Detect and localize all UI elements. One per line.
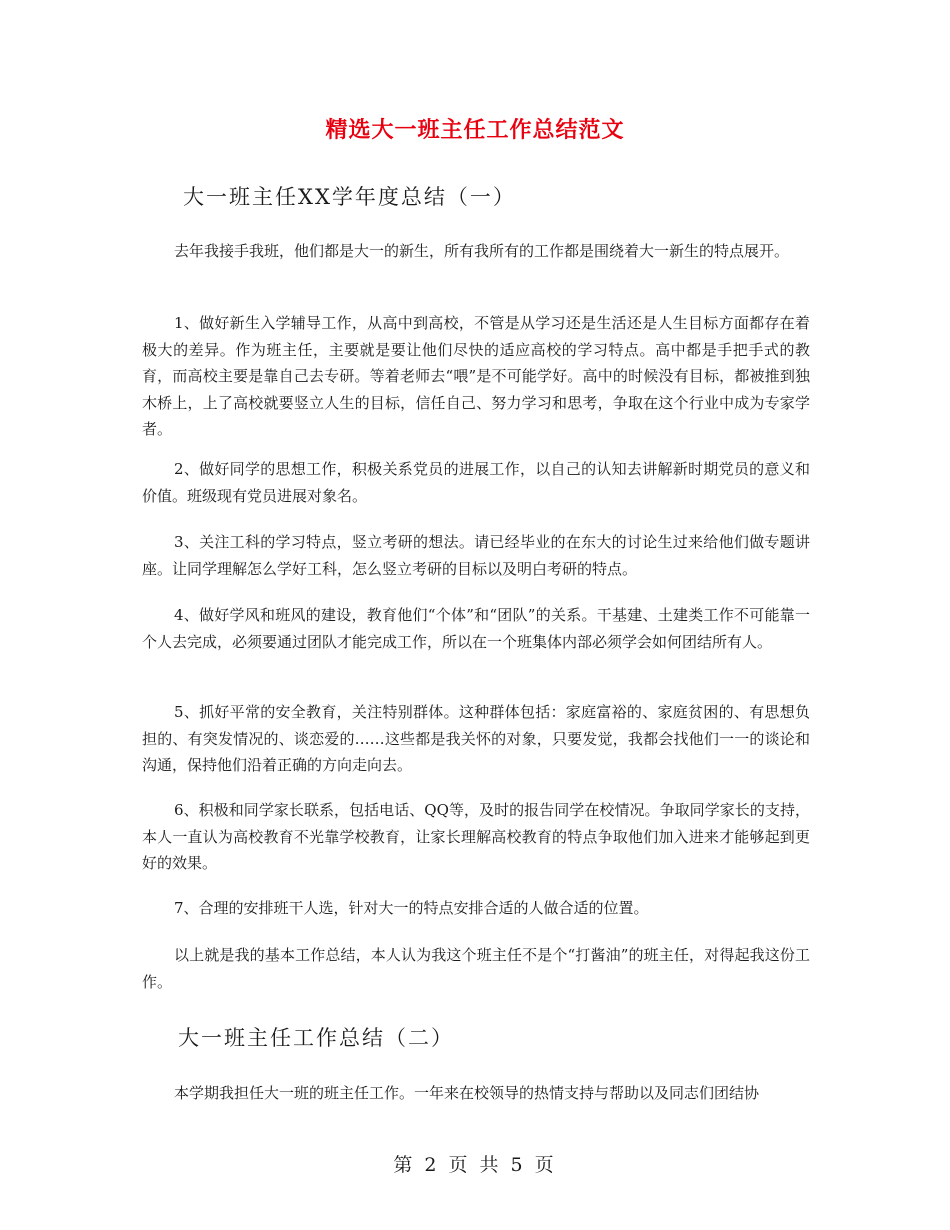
paragraph-item-1: 1、做好新生入学辅导工作，从高中到高校，不管是从学习还是生活还是人生目标方面都存在着极大的差异。作为班主任，主要就是要让他们尽快的适应高校的学习特点。高中都是手把手式的教育，而高校主要是靠自己去专研。等着老师去“喂”是不可能学好。高中的时候没有目标，都被推到独木桥上，上了高校就要竖立人生的目标，信任自己、努力学习和思考，争取在这个行业中成为专家学者。	[142, 314, 810, 438]
paragraph-conclusion: 以上就是我的基本工作总结，本人认为我这个班主任不是个“打酱油”的班主任，对得起我这份工作。	[142, 946, 810, 991]
page-number-footer: 第 2 页 共 5 页	[393, 1154, 557, 1176]
paragraph-section2-intro: 本学期我担任大一班的班主任工作。一年来在校领导的热情支持与帮助以及同志们团结协	[174, 1084, 760, 1102]
section-heading-2: 大一班主任工作总结（二）	[178, 1026, 454, 1050]
paragraph-item-7: 7、合理的安排班干人选，针对大一的特点安排合适的人做合适的位置。	[174, 899, 649, 917]
paragraph-item-2: 2、做好同学的思想工作，积极关系党员的进展工作，以自己的认知去讲解新时期党员的意义和价值。班级现有党员进展对象名。	[142, 460, 810, 505]
paragraph-item-6: 6、积极和同学家长联系，包括电话、QQ等，及时的报告同学在校情况。争取同学家长的支持，本人一直认为高校教育不光靠学校教育，让家长理解高校教育的特点争取他们加入进来才能够起到更好的效果。	[142, 801, 810, 872]
document-title: 精选大一班主任工作总结范文	[325, 117, 625, 143]
paragraph-item-4: 4、做好学风和班风的建设，教育他们“个体”和“团队”的关系。干基建、土建类工作不可能靠一个人去完成，必须要通过团队才能完成工作，所以在一个班集体内部必须学会如何团结所有人。	[142, 606, 810, 651]
paragraph-item-3: 3、关注工科的学习特点，竖立考研的想法。请已经毕业的在东大的讨论生过来给他们做专题讲座。让同学理解怎么学好工科，怎么竖立考研的目标以及明白考研的特点。	[142, 533, 810, 578]
paragraph-item-5: 5、抓好平常的安全教育，关注特别群体。这种群体包括：家庭富裕的、家庭贫困的、有思想负担的、有突发情况的、谈恋爱的……这些都是我关怀的对象，只要发觉，我都会找他们一一的谈论和沟通，保持他们沿着正确的方向走向去。	[142, 703, 810, 774]
section-heading-1: 大一班主任XX学年度总结（一）	[183, 185, 516, 209]
paragraph-intro: 去年我接手我班，他们都是大一的新生，所有我所有的工作都是围绕着大一新生的特点展开。	[174, 242, 790, 260]
